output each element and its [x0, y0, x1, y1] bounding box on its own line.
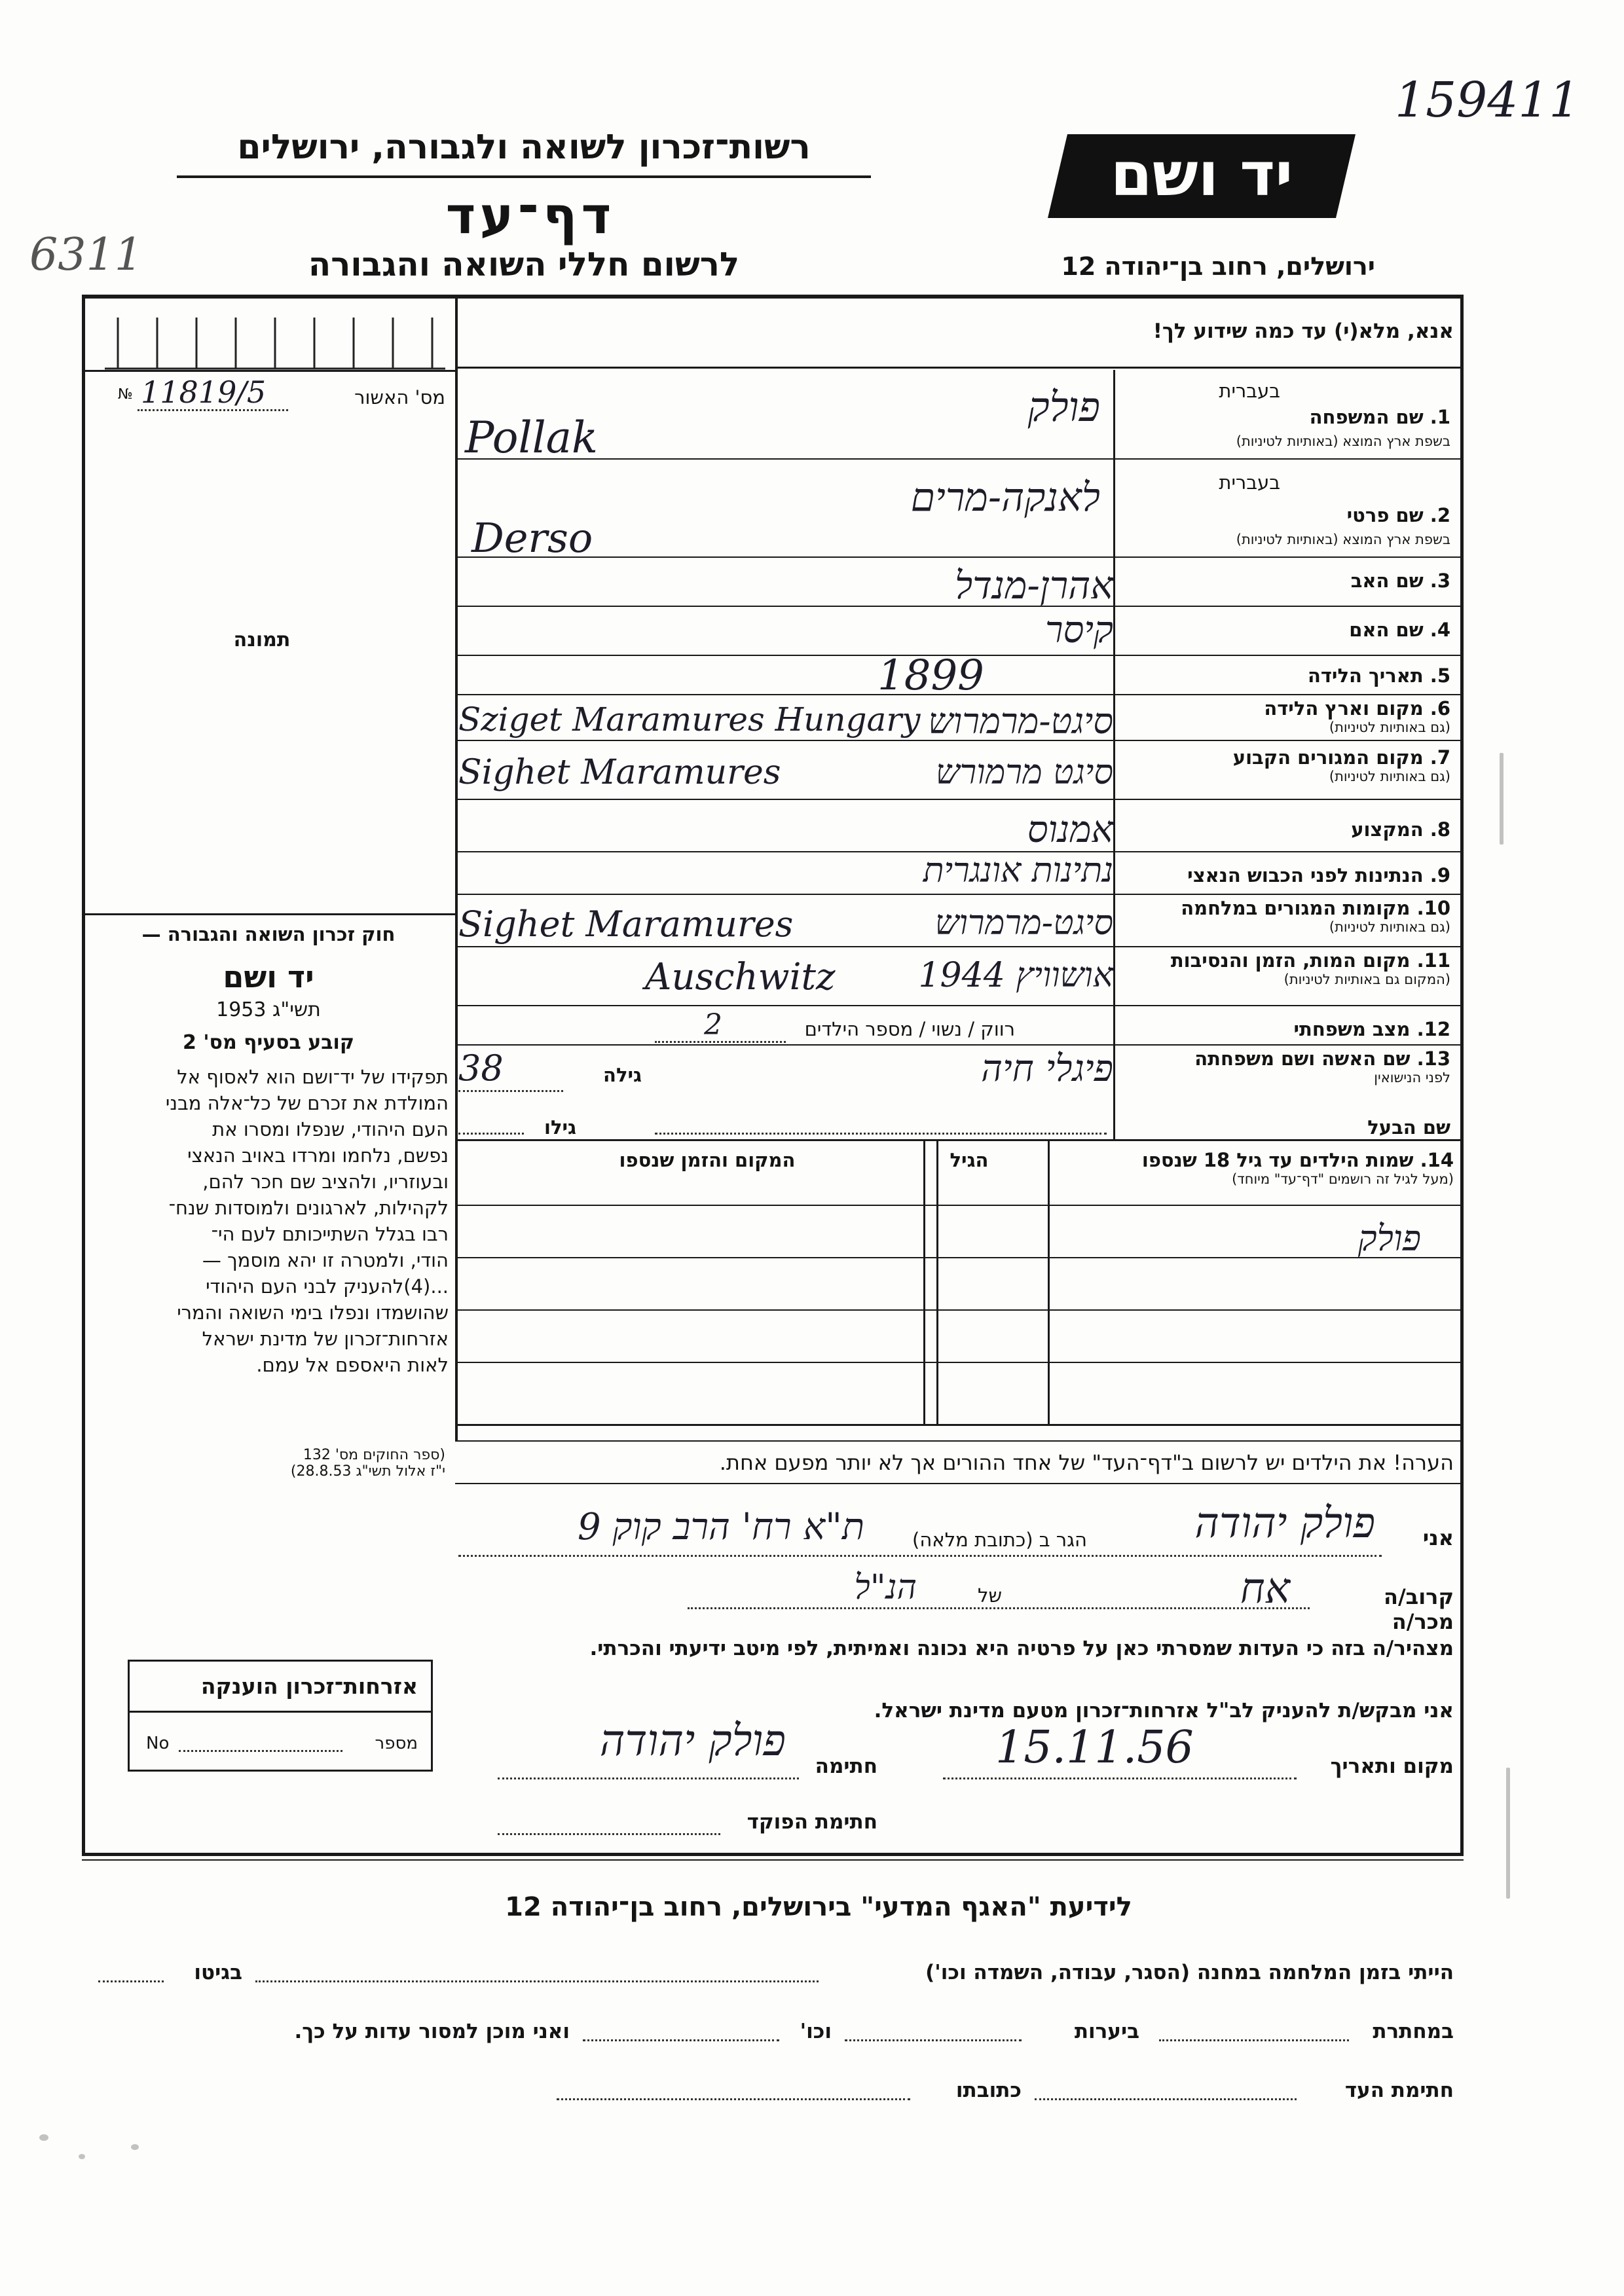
signature: פולק יהודה: [599, 1715, 786, 1766]
latin-also-7: (גם באותיות לטיניות): [1329, 769, 1450, 784]
field-birthdate: 5. תאריך הלידה: [1307, 665, 1450, 687]
ready-label: ואני מוכן למסור עדות על כך.: [294, 2020, 570, 2043]
resident-label: הגר ב (כתובת מלאה): [912, 1529, 1087, 1551]
cert-number: 11819/5: [141, 374, 267, 410]
origin-lang-1: בשפת ארץ המוצא (באותיות לטיניות): [1236, 433, 1450, 449]
request: אני מבקש/ת להעניק לב"ל אזרחות־זכרון מטעם מדינת ישראל.: [874, 1699, 1454, 1722]
citizenship-title: אזרחות־זכרון הוענקה: [200, 1673, 418, 1699]
death-hebrew: אושוויץ 1944: [918, 956, 1113, 995]
signature-label: חתימה: [815, 1755, 877, 1778]
field-profession: 8. המקצוע: [1351, 818, 1450, 841]
officer-label: חתימת הפוקד: [747, 1810, 877, 1834]
field-surname: 1. שם המשפחה: [1309, 406, 1450, 428]
yad-vashem-logo: יד ושם: [1048, 134, 1356, 218]
authority-name: רשות־זכרון לשואה ולגבורה, ירושלים: [237, 128, 811, 167]
latin-also-6: (גם באותיות לטיניות): [1329, 720, 1450, 735]
ani-label: אני: [1422, 1525, 1454, 1550]
field-family-status: 12. מצב משפחתי: [1293, 1018, 1450, 1040]
cert-label: מס' האשור: [354, 386, 445, 409]
witness-signature-label: חתימת העד: [1344, 2079, 1454, 2102]
field-citizenship: 9. הנתינות לפני הכבוש הנאצי: [1187, 864, 1450, 886]
of-label: של: [977, 1584, 1002, 1607]
residence-latin: Sighet Maramures: [458, 753, 781, 792]
wartime-hebrew: סיגט-מרמרוש: [934, 903, 1113, 943]
witness-address-label: כתובתו: [955, 2079, 1022, 2102]
death-sub: (המקום גם באותיות לטיניות): [1283, 972, 1450, 987]
children-count: 2: [704, 1008, 722, 1042]
field-birthplace: 6. מקום וארץ הלידה: [1264, 697, 1450, 720]
surname-latin: Pollak: [465, 412, 599, 463]
latin-also-10: (גם באותיות לטיניות): [1329, 919, 1450, 935]
partisans-label: במחתרת: [1373, 2020, 1454, 2043]
death-latin: Auschwitz: [645, 956, 836, 998]
forests-label: ביערות: [1074, 2020, 1139, 2043]
office-use-boxes: [105, 318, 445, 370]
law-ref-1: (ספר החוקים מס' 132: [303, 1447, 445, 1463]
margin-number: 6311: [29, 229, 143, 281]
birthplace-latin: Sziget Maramures Hungary: [458, 701, 921, 738]
given-name-hebrew: לאנקה-מרים: [910, 475, 1100, 520]
law-name: יד ושם: [223, 959, 314, 994]
given-name-latin: Derso: [471, 514, 593, 562]
field-mother: 4. שם האם: [1349, 619, 1450, 641]
photo-label: תמונה: [233, 629, 291, 651]
relative-label: קרוב/ה מכר/ה: [1384, 1584, 1454, 1634]
relation-value: אח: [1240, 1565, 1290, 1613]
ghetto-label: בגיטו: [194, 1961, 242, 1984]
residence-hebrew: סיגט מרמורש: [935, 753, 1113, 792]
field-father: 3. שם האב: [1350, 570, 1450, 592]
declarant-address: ת"א רח' הרב קוק 9: [578, 1506, 864, 1548]
field-husband: שם הבעל: [1367, 1116, 1450, 1139]
no-mark: №: [118, 386, 133, 403]
note: הערה! את הילדים יש לרשום ב"דף־העד" של אחד ההורים אך לא יותר מפעם אחת.: [719, 1450, 1454, 1475]
declarant-name: פולק יהודה: [1194, 1499, 1375, 1548]
hebrew-label-1: בעברית: [1219, 380, 1280, 402]
surname-hebrew: פולק: [1027, 383, 1100, 431]
origin-lang-2: בשפת ארץ המוצא (באותיות לטיניות): [1236, 532, 1450, 547]
page-title: דף־עד: [445, 187, 616, 246]
wife-sub: לפני הנישואין: [1374, 1070, 1450, 1085]
law-title: חוק זכרון השואה והגבורה —: [141, 923, 396, 945]
wife-name: פיגלי חיה: [981, 1048, 1113, 1090]
field-given-name: 2. שם פרטי: [1346, 504, 1450, 526]
wife-age: 38: [458, 1048, 504, 1089]
page-subtitle: לרשום חללי השואה והגבורה: [308, 246, 740, 283]
bottom-line-1: הייתי בזמן המלחמה במחנה (הסגר, עבודה, השמדה וכו'): [925, 1961, 1454, 1984]
law-year: 1953: [216, 998, 267, 1021]
mother-name: קיסר: [1044, 609, 1113, 651]
date-value: 15.11.56: [995, 1722, 1194, 1774]
etc-label: וכו': [800, 2020, 832, 2043]
address: ירושלים, רחוב בן־יהודה 12: [1061, 252, 1375, 281]
col-place: המקום והזמן שנספו: [619, 1149, 796, 1171]
husband-age-label: גילו: [544, 1116, 576, 1139]
wartime-latin: Sighet Maramures: [458, 903, 794, 945]
child-1-name: פולק: [1357, 1218, 1421, 1259]
citizenship-no-label: No: [146, 1734, 170, 1753]
place-date-label: מקום ותאריך: [1330, 1755, 1454, 1778]
family-options: רווק / נשוי / מספר הילדים: [804, 1018, 1015, 1040]
field-wartime-places: 10. מקומות המגורים במלחמה: [1181, 897, 1450, 919]
citizenship-box: [128, 1660, 433, 1772]
field-wife: 13. שם האשה ושם משפחתה: [1194, 1048, 1450, 1070]
statement: מצהיר/ה בזה כי העדות שמסרתי כאן על פרטיה היא נכונה ואמיתית, לפי מיטב ידיעתי והכרתי.: [589, 1637, 1454, 1660]
father-name: אהרן-מנדל: [955, 563, 1113, 608]
citizenship-number-label: מספר: [375, 1734, 418, 1753]
law-year-hebrew: תשי"ג: [272, 998, 321, 1021]
birth-year: 1899: [877, 651, 984, 700]
bottom-title: לידיעת "האגף המדעי" בירושלים, רחוב בן־יהודה 12: [505, 1892, 1132, 1922]
citizenship-value: נתינות אונגרית: [923, 851, 1113, 890]
col-age: הגיל: [950, 1149, 989, 1171]
birthplace-hebrew: סיגט-מרמרוש: [928, 701, 1113, 742]
wife-age-label: גילה: [603, 1064, 642, 1086]
field-children: 14. שמות הילדים עד גיל 18 שנספו: [1141, 1149, 1454, 1171]
hebrew-label-2: בעברית: [1219, 471, 1280, 494]
children-sub: (מעל לגיל זה רושמים "דף־עד" מיוחד): [1232, 1171, 1454, 1187]
of-value: הנ"ל: [854, 1568, 917, 1607]
law-clause: קובע בסעיף מס' 2: [183, 1031, 354, 1054]
law-body: תפקידו של יד־ושם הוא לאסוף אל המולדת את זכרם של כל־אלה מבני העם היהודי, שנפלו ומסרו את נפשם, נלחמו ומרדו באויב הנאצי ובעוזריו, ולהציב שם חכר להם, לקהילות, לארגונים ולמוסדות שנח־ רבו בגלל השתייכותם לעם הי־ הודי, ולמטרה זו יהא מוסמך — ...(4)להעניק לבני העם היהודי שהושמדו ונפלו בימי השואה והמרי אזרחות־זכרון של מדינת ישראל לאות היאספם אל עמם.: [165, 1066, 449, 1376]
intro-text: אנא, מלא(י) עד כמה שידוע לך!: [1153, 319, 1454, 343]
field-residence: 7. מקום המגורים הקבוע: [1232, 746, 1450, 769]
archive-number: 159411: [1395, 72, 1580, 128]
field-death: 11. מקום המות, הזמן והנסיבות: [1170, 949, 1450, 972]
law-ref-2: י"ז אלול תשי"ג 28.8.53): [290, 1463, 445, 1480]
profession-value: אמנוס: [1027, 809, 1113, 851]
